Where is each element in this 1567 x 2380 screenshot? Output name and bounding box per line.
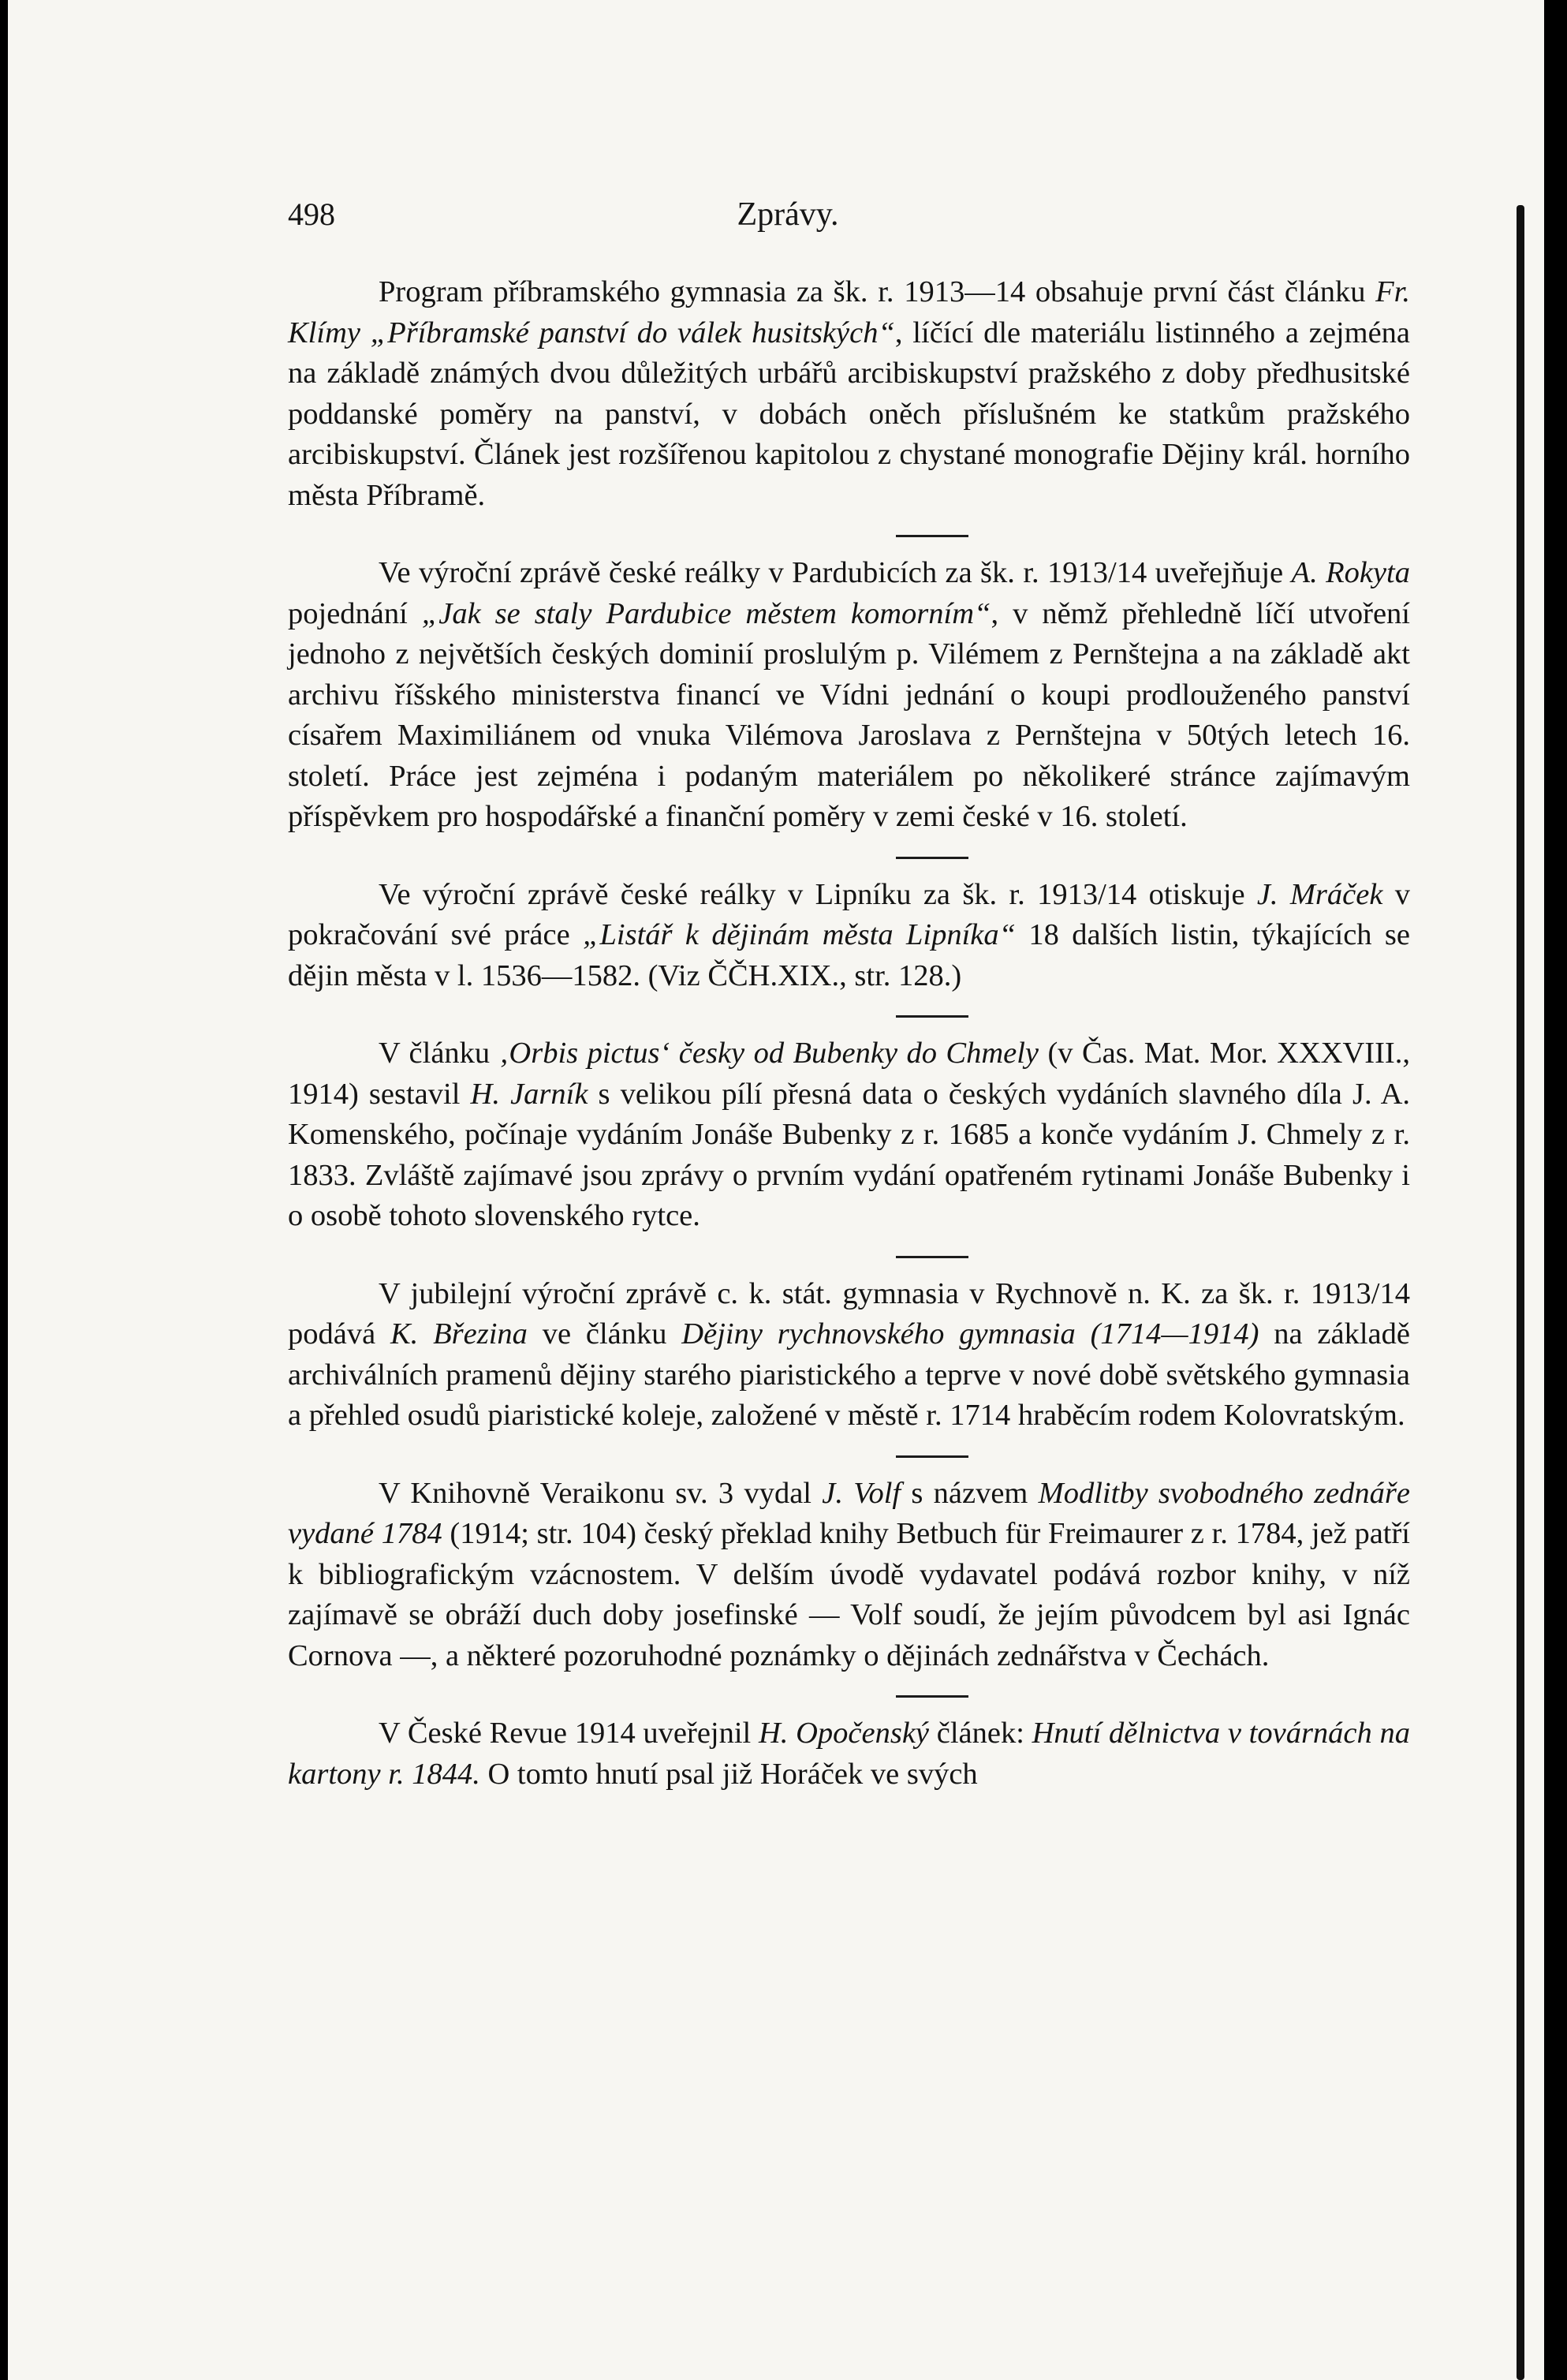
paragraph-rychnov: V jubilejní výroční zprávě c. k. stát. gymnasia v Rychnově n. K. za šk. r. 1913/14 podává K. Březina ve článku Dějiny rychnovského gymnasia (1714—1914) na základě archiválních pramenů dějiny starého piaristického a teprve v nové době světského gymnasia a přehled osudů piaristické koleje, založené v městě r. 1714 hraběcím rodem Kolovratským.: [288, 1276, 1410, 1432]
section-separator: [896, 1256, 968, 1258]
paragraph-pribram: Program příbramského gymnasia za šk. r. 1913—14 obsahuje první část článku Fr. Klímy „Příbramské panství do válek husitských“, líčící dle materiálu listinného a zejména na základě známých dvou důležitých urbářů arcibiskupství pražského z doby předhusitské poddanské poměry na panství, v dobách oněch příslušném ke statkům pražského arcibiskupství. Článek jest rozšířenou kapitolou z chystané monografie Dějiny král. horního města Příbramě.: [288, 275, 1410, 512]
section-separator: [896, 1695, 968, 1698]
article-body: [288, 272, 1410, 1795]
paragraph-orbis-pictus: V článku ‚Orbis pictus‘ česky od Bubenky do Chmely (v Čas. Mat. Mor. XXXVIII., 1914) sestavil H. Jarník s velikou pílí přesná data o českých vydáních slavného díla J. A. Komenského, počínaje vydáním Jonáše Bubenky z r. 1685 a konče vydáním J. Chmely z r. 1833. Zvláště zajímavé jsou zprávy o prvním vydání opatřeném rytinami Jonáše Bubenky i o osobě tohoto slovenského rytce.: [288, 1037, 1411, 1232]
scanned-page: [8, 0, 1544, 2380]
running-head: Zprávy.: [737, 196, 839, 233]
binding-shadow: [1517, 205, 1524, 2380]
scan-border: [1544, 0, 1567, 2380]
section-separator: [896, 1015, 968, 1018]
section-separator: [896, 535, 968, 537]
page-number: 498: [288, 196, 335, 232]
section-separator: [896, 1455, 968, 1458]
paragraph-veraikon: V Knihovně Veraikonu sv. 3 vydal J. Volf s názvem Modlitby svobodného zednáře vydané 1784 (1914; str. 104) český překlad knihy Betbuch für Freimaurer z r. 1784, jež patří k bibliografickým vzácnostem. V delším úvodě vydavatel podává rozbor knihy, v níž zajímavě se obráží duch doby josefinské — Volf soudí, že jejím původcem byl asi Ignác Cornova —, a některé pozoruhodné poznámky o dějinách zednářstva v Čechách.: [288, 1476, 1411, 1672]
paragraph-lipnik: Ve výroční zprávě české reálky v Lipníku za šk. r. 1913/14 otiskuje J. Mráček v pokračování své práce „Listář k dějinám města Lipníka“ 18 dalších listin, týkajících se dějin města v l. 1536—1582. (Viz ČČH.XIX., str. 128.): [288, 877, 1410, 992]
paragraph-pardubice: Ve výroční zprávě české reálky v Pardubicích za šk. r. 1913/14 uveřejňuje A. Rokyta pojednání „Jak se staly Pardubice městem komorním“, v němž přehledně líčí utvoření jednoho z největších českých dominií proslulým p. Vilémem z Pernštejna a na základě akt archivu říšského ministerstva financí ve Vídni jednání o koupi prodlouženého panství císařem Maximiliánem od vnuka Vilémova Jaroslava z Pernštejna v 50tých letech 16. století. Práce jest zejména i podaným materiálem po několikeré stránce zajímavým příspěvkem pro hospodářské a finanční poměry v zemi české v 16. století.: [288, 556, 1410, 833]
section-separator: [896, 857, 968, 859]
paragraph-ceska-revue: V České Revue 1914 uveřejnil H. Opočenský článek: Hnutí dělnictva v továrnách na kartony r. 1844. O tomto hnutí psal již Horáček ve svých: [288, 1717, 1410, 1791]
page-header: [8, 196, 1544, 243]
